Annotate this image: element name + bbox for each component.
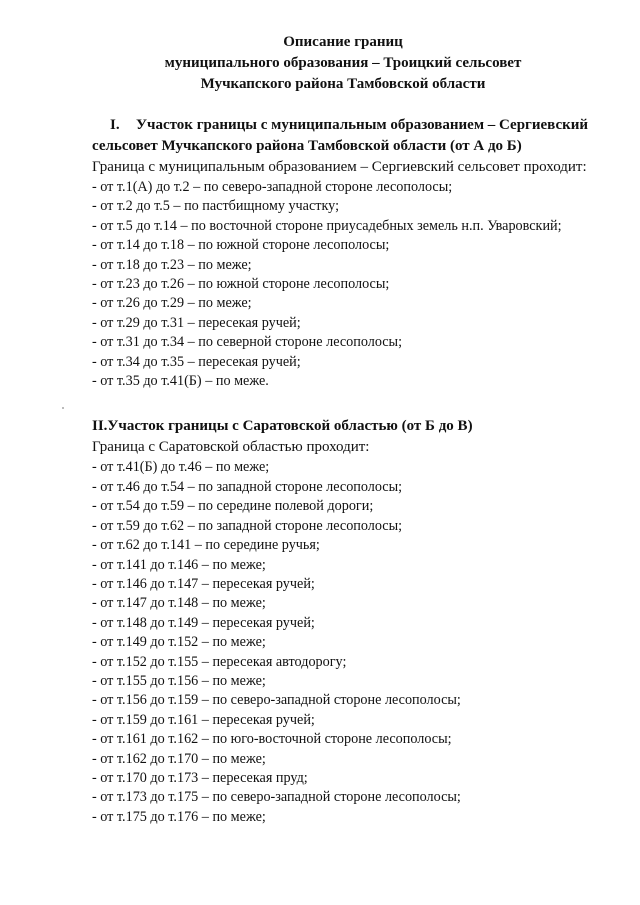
list-item: - от т.59 до т.62 – по западной стороне лесополосы; [92,517,403,534]
section-2-list [92,458,600,827]
section-2-heading: II.Участок границы с Саратовской областью (от Б до В) [92,418,473,435]
list-item: - от т.152 до т.155 – пересекая автодорогу; [92,653,347,670]
list-item: - от т.175 до т.176 – по меже; [92,808,266,825]
list-item: - от т.2 до т.5 – по пастбищному участку; [92,198,340,215]
list-item: - от т.29 до т.31 – пересекая ручей; [92,314,301,331]
title-line-1: Описание границ [283,34,403,50]
list-item: - от т.155 до т.156 – по меже; [92,672,266,689]
list-item: - от т.41(Б) до т.46 – по меже; [92,459,270,476]
list-item: - от т.161 до т.162 – по юго-восточной стороне лесополосы; [92,731,452,748]
list-item: - от т.35 до т.41(Б) – по меже. [92,373,269,390]
section-1-heading [92,115,600,157]
list-item: - от т.54 до т.59 – по середине полевой дороги; [92,498,374,515]
section-1-list [92,178,600,391]
list-item: - от т.14 до т.18 – по южной стороне лесополосы; [92,237,390,254]
list-item: - от т.147 до т.148 – по меже; [92,595,266,612]
section-1-heading-line-2: сельсовет Мучкапского района Тамбовской области (от А до Б) [92,138,522,154]
list-item: - от т.1(А) до т.2 – по северо-западной стороне лесополосы; [92,179,453,195]
section-1-intro: Граница с муниципальным образованием – Сергиевский сельсовет проходит: [92,159,587,175]
section-2-intro: Граница с Саратовской областью проходит: [92,439,370,456]
list-item: - от т.159 до т.161 – пересекая ручей; [92,711,315,728]
section-1-heading-line-1 [92,115,600,136]
list-item: - от т.148 до т.149 – пересекая ручей; [92,614,315,631]
title-line-2: муниципального образования – Троицкий сельсовет [164,55,522,71]
list-item: - от т.173 до т.175 – по северо-западной стороне лесополосы; [92,789,461,806]
list-item: - от т.31 до т.34 – по северной стороне лесополосы; [92,334,403,351]
section-1-heading-text-1: Участок границы с муниципальным образованием – Сергиевский [136,117,589,133]
list-item: - от т.26 до т.29 – по меже; [92,295,252,312]
list-item: - от т.156 до т.159 – по северо-западной стороне лесополосы; [92,692,461,709]
list-item: - от т.23 до т.26 – по южной стороне лесополосы; [92,276,390,293]
list-item: - от т.146 до т.147 – пересекая ручей; [92,575,315,592]
list-item: - от т.34 до т.35 – пересекая ручей; [92,353,301,370]
title-line-3: Мучкапского района Тамбовской области [200,76,486,92]
list-item: - от т.170 до т.173 – пересекая пруд; [92,769,308,786]
list-item: - от т.62 до т.141 – по середине ручья; [92,537,320,554]
list-item: - от т.162 до т.170 – по меже; [92,750,266,767]
list-item: - от т.149 до т.152 – по меже; [92,634,266,651]
list-item: - от т.141 до т.146 – по меже; [92,556,266,573]
scan-speck [62,407,64,409]
list-item: - от т.5 до т.14 – по восточной стороне приусадебных земель н.п. Уваровский; [92,217,562,234]
list-item: - от т.46 до т.54 – по западной стороне лесополосы; [92,478,403,495]
list-item: - от т.18 до т.23 – по меже; [92,256,252,273]
section-1-number: I. [110,117,120,133]
document-title [86,32,600,95]
